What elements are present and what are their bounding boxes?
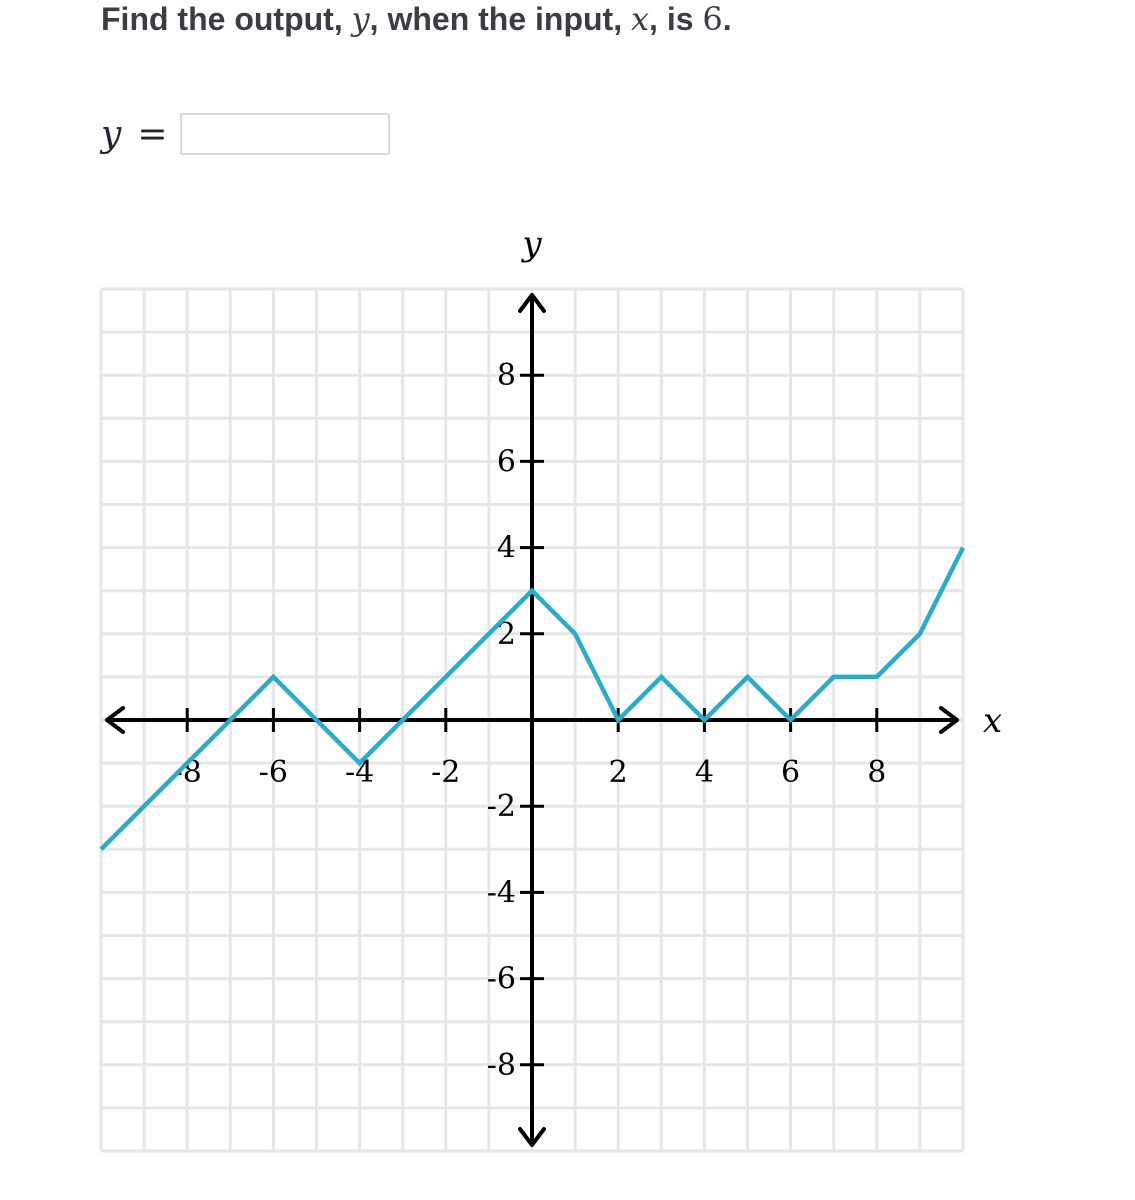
question-input-value: 6 — [702, 0, 723, 38]
x-axis-label: x — [983, 701, 1003, 741]
question-part-1: Find the output, — [101, 1, 352, 37]
y-tick-label: -6 — [486, 961, 516, 997]
x-tick-label: 6 — [781, 755, 801, 790]
x-tick-label: -8 — [172, 755, 202, 790]
y-tick-label: -8 — [486, 1047, 516, 1083]
y-tick-label: 8 — [496, 358, 516, 394]
y-tick-label: 2 — [496, 616, 516, 652]
question-part-3: , is — [649, 1, 703, 37]
y-tick-label: 4 — [496, 530, 516, 566]
equals-sign: = — [137, 113, 168, 155]
y-tick-label: 6 — [496, 444, 516, 480]
y-axis-label: y — [522, 224, 542, 264]
y-tick-label: -4 — [486, 875, 516, 911]
question-part-4: . — [722, 1, 732, 37]
x-tick-label: 2 — [608, 755, 628, 790]
answer-variable: y — [101, 113, 122, 155]
x-tick-label: -6 — [258, 755, 289, 790]
x-tick-label: -2 — [431, 755, 461, 790]
x-tick-label: 4 — [694, 755, 714, 790]
question-part-2: , when the input, — [369, 1, 631, 37]
y-tick-label: -2 — [486, 789, 516, 825]
x-tick-label: 8 — [867, 755, 887, 790]
question-var-y: y — [351, 0, 370, 38]
axes — [107, 295, 957, 1145]
question-var-x: x — [630, 0, 650, 38]
x-tick-label: -4 — [344, 755, 375, 790]
